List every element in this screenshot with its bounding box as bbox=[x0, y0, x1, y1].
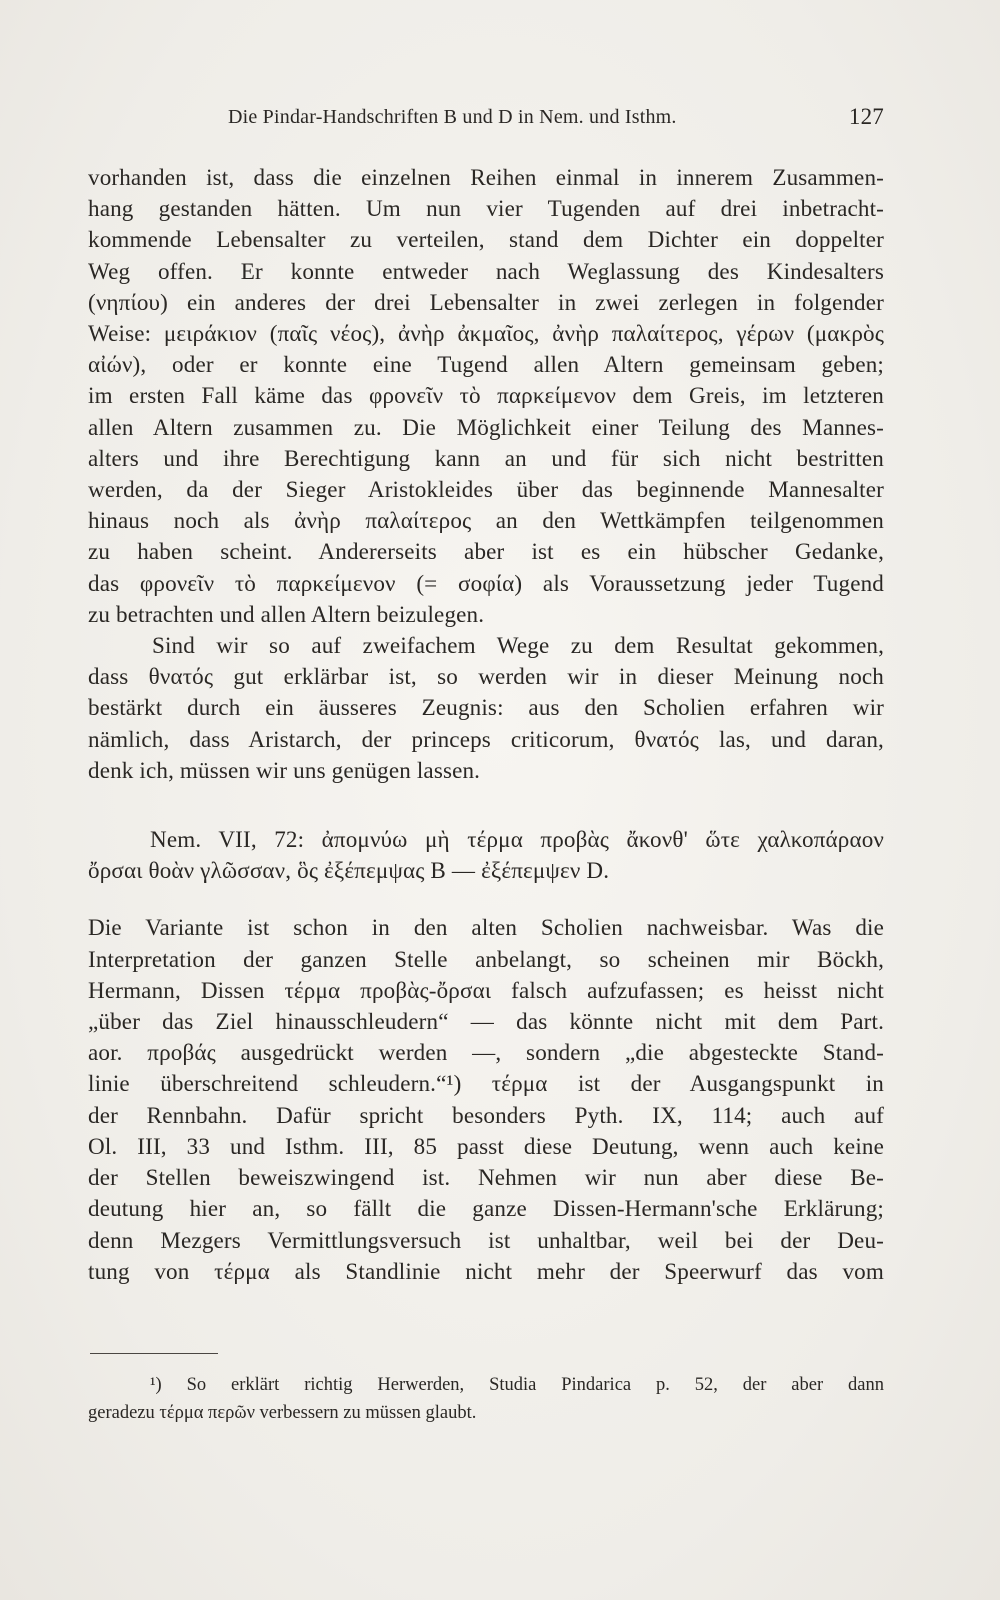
paragraph-3 bbox=[88, 912, 884, 1286]
text-line: kommende Lebensalter zu verteilen, stand dem Dichter ein doppelter bbox=[88, 226, 884, 253]
text-line: Sind wir so auf zweifachem Wege zu dem Resultat gekommen, bbox=[152, 632, 884, 659]
citation-line: Nem. VII, 72: ἀπομνύω μὴ τέρμα προβὰς ἄκονθ' ὥτε χαλκοπάραον bbox=[150, 826, 884, 853]
text-line: bestärkt durch ein äusseres Zeugnis: aus den Scholien erfahren wir bbox=[88, 694, 884, 721]
text-line: deutung hier an, so fällt die ganze Dissen-Hermann'sche Erklärung; bbox=[88, 1195, 884, 1222]
text-line: aor. προβάς ausgedrückt werden —, sondern „die abgesteckte Stand- bbox=[88, 1039, 884, 1066]
footnote bbox=[88, 1371, 884, 1427]
text-line: Weise: μειράκιον (παῖς νέος), ἀνὴρ ἀκμαῖος, ἀνὴρ παλαίτερος, γέρων (μακρὸς bbox=[88, 320, 884, 347]
text-line: allen Altern zusammen zu. Die Möglichkeit einer Teilung des Mannes- bbox=[88, 413, 884, 440]
text-line: alters und ihre Berechtigung kann an und für sich nicht bestritten bbox=[88, 444, 884, 471]
text-line: (νηπίου) ein anderes der drei Lebensalter in zwei zerlegen in folgender bbox=[88, 288, 884, 315]
text-line: vorhanden ist, dass die einzelnen Reihen einmal in innerem Zusammen- bbox=[88, 164, 884, 190]
citation-line: ὄρσαι θοὰν γλῶσσαν, ὃς ἐξέπεμψας B — ἐξέπεμψεν D. bbox=[88, 857, 610, 884]
footnote-line: geradezu τέρμα περῶν verbessern zu müssen glaubt. bbox=[88, 1403, 477, 1423]
page-number: 127 bbox=[848, 104, 884, 129]
text-line: Ol. III, 33 und Isthm. III, 85 passt diese Deutung, wenn auch keine bbox=[88, 1132, 884, 1159]
text-line: im ersten Fall käme das φρονεῖν τὸ παρκείμενον dem Greis, im letzteren bbox=[88, 382, 884, 409]
text-line: Interpretation der ganzen Stelle anbelangt, so scheinen mir Böckh, bbox=[88, 945, 884, 972]
main-text bbox=[88, 162, 884, 1287]
citation-block bbox=[88, 824, 884, 886]
text-line: das φρονεῖν τὸ παρκείμενον (= σοφία) als Voraussetzung jeder Tugend bbox=[88, 569, 884, 596]
text-line: denn Mezgers Vermittlungsversuch ist unhaltbar, weil bei der Deu- bbox=[88, 1226, 884, 1253]
text-line: der Rennbahn. Dafür spricht besonders Pyth. IX, 114; auch auf bbox=[88, 1101, 884, 1128]
text-line: Hermann, Dissen τέρμα προβὰς-ὄρσαι falsch aufzufassen; es heisst nicht bbox=[88, 976, 884, 1003]
text-line: hinaus noch als ἀνὴρ παλαίτερος an den Wettkämpfen teilgenommen bbox=[88, 507, 884, 534]
footnote-rule bbox=[90, 1353, 218, 1354]
text-line: hang gestanden hätten. Um nun vier Tugenden auf drei inbetracht- bbox=[88, 195, 884, 222]
text-line: αἰών), oder er konnte eine Tugend allen Altern gemeinsam geben; bbox=[88, 351, 884, 378]
text-line: dass θνατός gut erklärbar ist, so werden wir in dieser Meinung noch bbox=[88, 663, 884, 690]
text-line: werden, da der Sieger Aristokleides über das beginnende Mannesalter bbox=[88, 476, 884, 503]
text-line: der Stellen beweiszwingend ist. Nehmen wir nun aber diese Be- bbox=[88, 1164, 884, 1191]
text-line: Die Variante ist schon in den alten Scholien nachweisbar. Was die bbox=[88, 914, 884, 941]
text-line: denk ich, müssen wir uns genügen lassen. bbox=[88, 756, 481, 783]
paragraph-1 bbox=[88, 162, 884, 630]
text-line: „über das Ziel hinausschleudern“ — das könnte nicht mit dem Part. bbox=[88, 1008, 884, 1035]
text-line: zu betrachten und allen Altern beizulegen. bbox=[88, 600, 485, 627]
text-line: linie überschreitend schleudern.“¹) τέρμα ist der Ausgangspunkt in bbox=[88, 1070, 884, 1097]
paragraph-2 bbox=[88, 630, 884, 786]
text-line: tung von τέρμα als Standlinie nicht mehr der Speerwurf das vom bbox=[88, 1257, 884, 1284]
footnote-line: ¹) So erklärt richtig Herwerden, Studia Pindarica p. 52, der aber dann bbox=[150, 1375, 884, 1395]
text-line: zu haben scheint. Andererseits aber ist es ein hübscher Gedanke, bbox=[88, 538, 884, 565]
text-line: Weg offen. Er konnte entweder nach Weglassung des Kindesalters bbox=[88, 257, 884, 284]
text-line: nämlich, dass Aristarch, der princeps criticorum, θνατός las, und daran, bbox=[88, 725, 884, 752]
running-title: Die Pindar-Handschriften B und D in Nem. und Isthm. bbox=[228, 106, 677, 128]
page-header bbox=[228, 106, 884, 134]
